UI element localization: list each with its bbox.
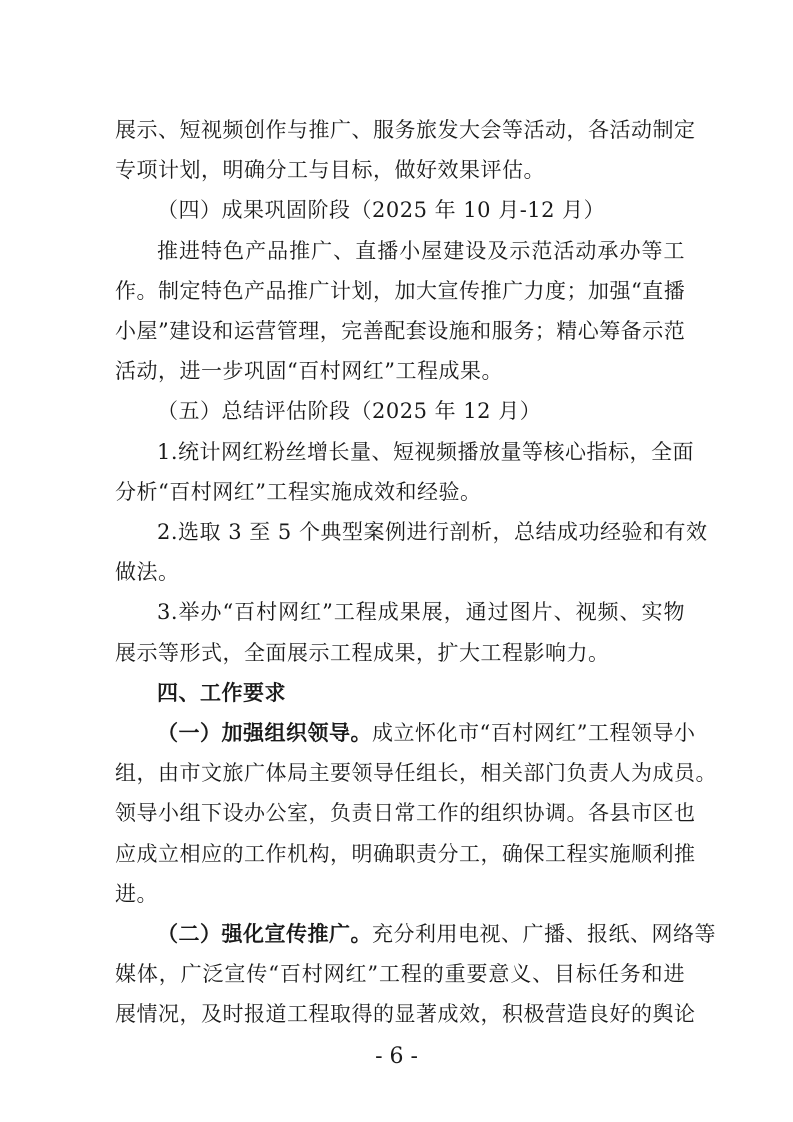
- line-text: 展情况，及时报道工程取得的显著成效，积极营造良好的舆论: [115, 1002, 696, 1026]
- body-line: [115, 841, 696, 867]
- section-heading: [157, 398, 685, 424]
- line-text: 2.选取 3 至 5 个典型案例进行剖析，总结成功经验和有效: [157, 520, 708, 544]
- line-text: 充分利用电视、广播、报纸、网络等: [372, 922, 716, 946]
- body-line: [115, 278, 685, 304]
- line-text: 展示、短视频创作与推广、服务旅发大会等活动，各活动制定: [115, 118, 696, 142]
- line-text: 做法。: [115, 560, 180, 584]
- line-text: 1.统计网红粉丝增长量、短视频播放量等核心指标，全面: [157, 440, 695, 464]
- chapter-heading: [157, 680, 685, 706]
- body-line: [115, 760, 717, 786]
- body-line: [115, 559, 685, 585]
- paragraph-lead: （二）强化宣传推广。: [157, 922, 372, 946]
- line-text: 领导小组下设办公室，负责日常工作的组织协调。各县市区也: [115, 801, 696, 825]
- body-line: [157, 519, 708, 545]
- body-line: [157, 439, 695, 465]
- line-text: （四）成果巩固阶段（2025 年 10 月-12 月）: [157, 198, 606, 222]
- body-line: [115, 961, 685, 987]
- line-text: 分析“百村网红”工程实施成效和经验。: [115, 480, 482, 504]
- line-text: 组，由市文旅广体局主要领导任组长，相关部门负责人为成员。: [115, 761, 717, 785]
- line-text: 应成立相应的工作机构，明确职责分工，确保工程实施顺利推: [115, 842, 696, 866]
- line-text: 媒体，广泛宣传“百村网红”工程的重要意义、目标任务和进: [115, 962, 685, 986]
- line-text: 活动，进一步巩固“百村网红”工程成果。: [115, 359, 503, 383]
- body-line: [115, 640, 685, 666]
- body-line: [115, 157, 685, 183]
- line-text: （五）总结评估阶段（2025 年 12 月）: [157, 399, 542, 423]
- section-heading: [157, 197, 685, 223]
- body-line: [115, 117, 696, 143]
- line-text: 成立怀化市“百村网红”工程领导小: [372, 721, 696, 745]
- body-line: [157, 238, 685, 264]
- body-line: [115, 318, 685, 344]
- body-line: [157, 921, 716, 947]
- page-number: - 6 -: [375, 1044, 418, 1069]
- body-line: [115, 881, 685, 907]
- line-text: 推进特色产品推广、直播小屋建设及示范活动承办等工: [157, 239, 685, 263]
- body-line: [157, 720, 696, 746]
- body-line: [115, 1001, 696, 1027]
- line-text: 专项计划，明确分工与目标，做好效果评估。: [115, 158, 545, 182]
- line-text: 展示等形式，全面展示工程成果，扩大工程影响力。: [115, 641, 610, 665]
- body-line: [157, 599, 685, 625]
- line-text: 小屋”建设和运营管理，完善配套设施和服务；精心筹备示范: [115, 319, 686, 343]
- line-text: 3.举办“百村网红”工程成果展，通过图片、视频、实物: [157, 600, 685, 624]
- body-line: [115, 800, 696, 826]
- line-text: 作。制定特色产品推广计划，加大宣传推广力度；加强“直播: [115, 279, 686, 303]
- chapter-heading-text: 四、工作要求: [157, 681, 286, 705]
- line-text: 进。: [115, 882, 158, 906]
- body-line: [115, 358, 685, 384]
- body-line: [115, 479, 685, 505]
- paragraph-lead: （一）加强组织领导。: [157, 721, 372, 745]
